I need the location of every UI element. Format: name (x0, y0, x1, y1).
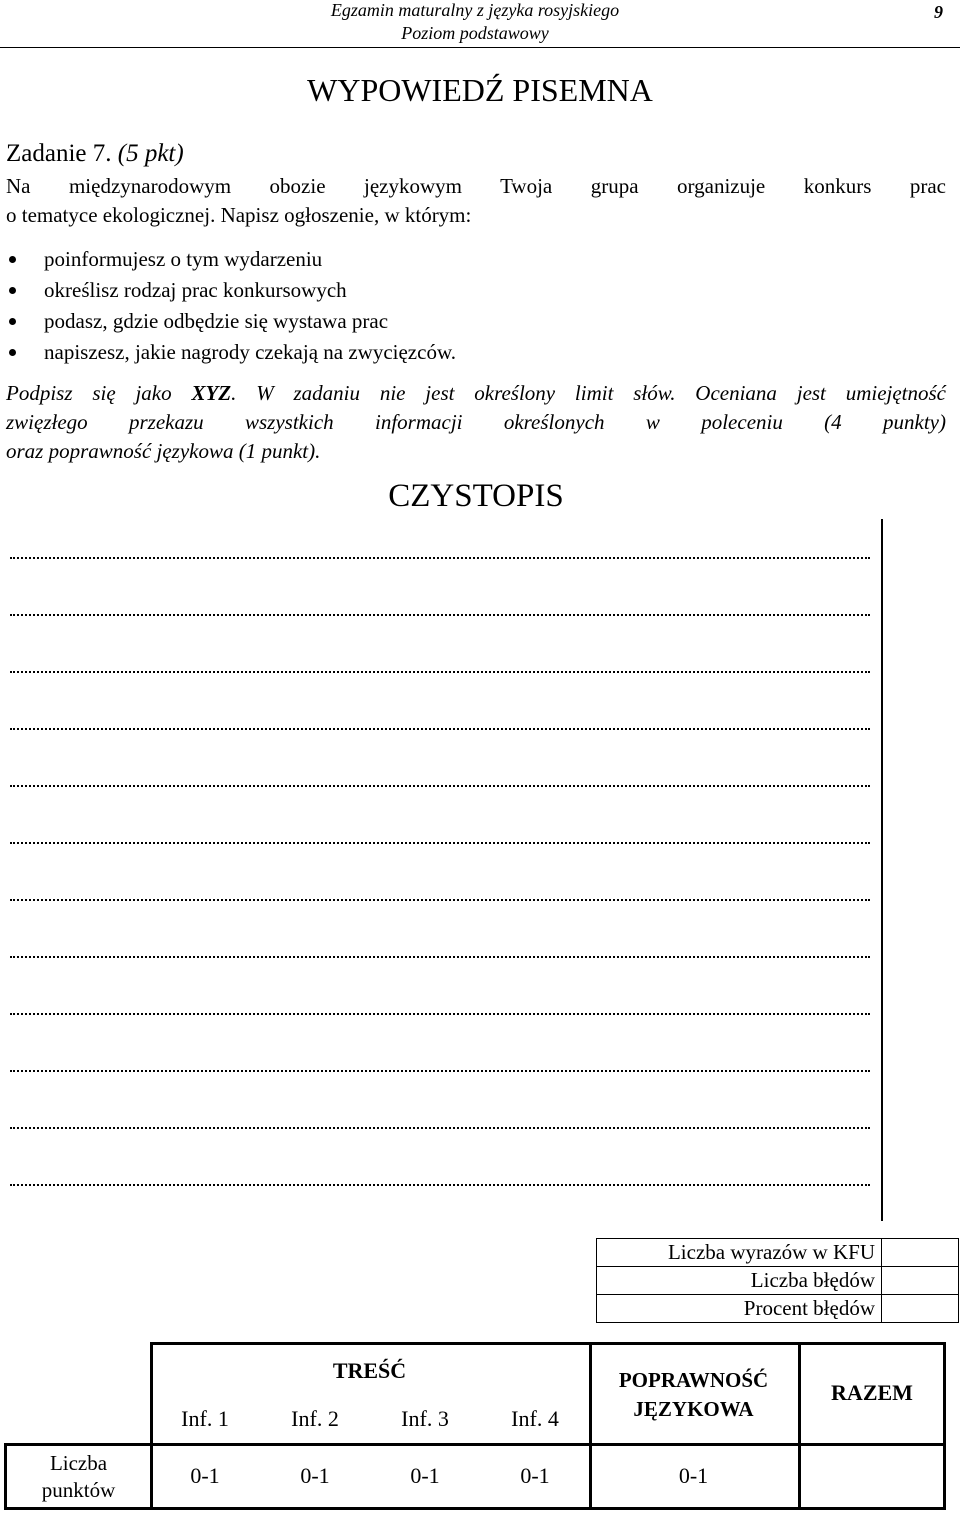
table-row (597, 1267, 959, 1295)
writing-line[interactable] (10, 728, 870, 730)
task-points: (5 pkt) (117, 140, 184, 167)
writing-line[interactable] (10, 1070, 870, 1072)
writing-line[interactable] (10, 671, 870, 673)
task-bullet-list (0, 244, 456, 368)
exam-level: Poziom podstawowy (401, 23, 549, 43)
kfu-label: Liczba błędów (597, 1267, 882, 1295)
correctness-score-cell: 0-1 (678, 1463, 709, 1488)
row-label: Liczba punktów (41, 1451, 116, 1502)
exam-title: Egzamin maturalny z języka rosyjskiego (330, 0, 620, 20)
writing-line[interactable] (10, 1127, 870, 1129)
writing-line[interactable] (10, 614, 870, 616)
clean-copy-title: CZYSTOPIS (388, 478, 564, 514)
bullet-icon (9, 287, 16, 294)
section-title: WYPOWIEDŹ PISEMNA (307, 72, 653, 108)
bullet-icon (9, 256, 16, 263)
bullet-icon (9, 349, 16, 356)
kfu-value-cell[interactable] (882, 1295, 959, 1323)
kfu-label: Procent błędów (597, 1295, 882, 1323)
task-instructions-line-2: zwięzłego przekazu wszystkich informacji określonych w poleceniu (4 punkty) (6, 410, 946, 434)
page-number: 9 (934, 2, 943, 22)
task-heading (6, 140, 184, 168)
kfu-table (596, 1238, 959, 1323)
score-cell: 0-1 (190, 1463, 220, 1488)
task-number: Zadanie 7. (6, 140, 112, 167)
writing-line[interactable] (10, 1013, 870, 1015)
writing-line[interactable] (10, 956, 870, 958)
inf-label: Inf. 3 (401, 1406, 449, 1431)
table-row (597, 1295, 959, 1323)
writing-line[interactable] (10, 785, 870, 787)
writing-line[interactable] (10, 1184, 870, 1186)
task-intro-line-1: Na międzynarodowym obozie językowym Twoja grupa organizuje konkurs prac (6, 174, 946, 198)
correctness-header: POPRAWNOŚĆ JĘZYKOWA (618, 1368, 769, 1421)
task-intro-line-2: o tematyce ekologicznej. Napisz ogłoszenie, w którym: (6, 203, 472, 227)
score-cell: 0-1 (410, 1463, 440, 1488)
total-header: RAZEM (831, 1380, 913, 1405)
bullet-icon (9, 318, 16, 325)
list-item: podasz, gdzie odbędzie się wystawa prac (0, 306, 456, 337)
margin-line (881, 519, 883, 1221)
list-item: określisz rodzaj prac konkursowych (0, 275, 456, 306)
task-instructions-line-3: oraz poprawność językowa (1 punkt). (6, 439, 321, 463)
kfu-label: Liczba wyrazów w KFU (597, 1239, 882, 1267)
score-cell: 0-1 (520, 1463, 550, 1488)
kfu-value-cell[interactable] (882, 1239, 959, 1267)
list-item: napiszesz, jakie nagrody czekają na zwycięzców. (0, 337, 456, 368)
inf-label: Inf. 1 (181, 1406, 229, 1431)
task-instructions-line-1: Podpisz się jako XYZ. W zadaniu nie jest określony limit słów. Oceniana jest umiejętność (6, 381, 947, 405)
list-item: poinformujesz o tym wydarzeniu (0, 244, 456, 275)
content-header: TREŚĆ (332, 1358, 407, 1383)
kfu-value-cell[interactable] (882, 1267, 959, 1295)
writing-line[interactable] (10, 842, 870, 844)
signature-name: XYZ (191, 381, 232, 405)
score-cell: 0-1 (300, 1463, 330, 1488)
inf-label: Inf. 2 (291, 1406, 339, 1431)
header-divider (0, 47, 960, 48)
writing-line[interactable] (10, 899, 870, 901)
table-row (597, 1239, 959, 1267)
inf-label: Inf. 4 (511, 1406, 559, 1431)
total-score-cell[interactable] (801, 1446, 946, 1510)
writing-line[interactable] (10, 557, 870, 559)
